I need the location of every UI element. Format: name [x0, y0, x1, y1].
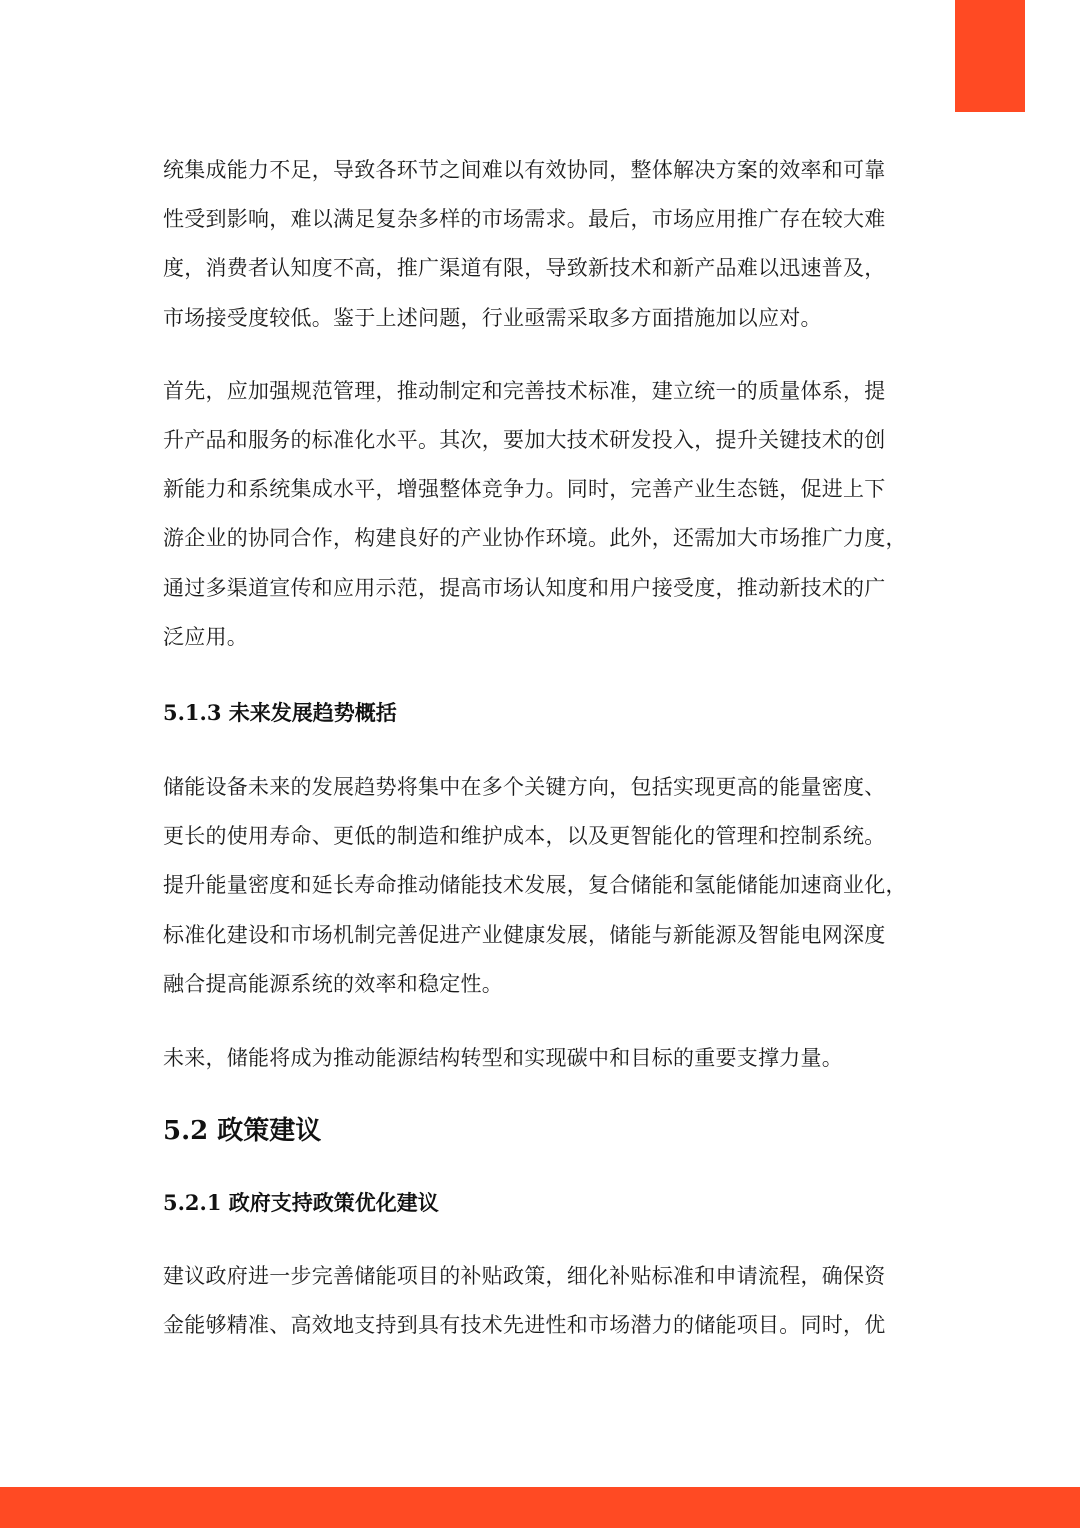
text-line: 金能够精准、高效地支持到具有技术先进性和市场潜力的储能项目。同时，优 — [163, 1313, 886, 1338]
section-heading-5-1-3: 5.1.3 未来发展趋势概括 — [163, 700, 397, 726]
text-line: 升产品和服务的标准化水平。其次，要加大技术研发投入，提升关键技术的创 — [163, 428, 886, 453]
text-line: 通过多渠道宣传和应用示范，提高市场认知度和用户接受度，推动新技术的广 — [163, 575, 886, 600]
text-line: 储能设备未来的发展趋势将集中在多个关键方向，包括实现更高的能量密度、 — [163, 775, 886, 800]
text-line: 性受到影响，难以满足复杂多样的市场需求。最后，市场应用推广存在较大难 — [163, 207, 886, 232]
section-heading-5-2: 5.2 政策建议 — [163, 1116, 322, 1147]
paragraph-future-trends — [163, 763, 915, 1009]
footer-accent-bar — [0, 1487, 1080, 1528]
paragraph-problems-summary — [163, 146, 915, 343]
text-line: 融合提高能源系统的效率和稳定性。 — [163, 971, 503, 996]
text-line: 泛应用。 — [163, 624, 248, 649]
text-line: 标准化建设和市场机制完善促进产业健康发展，储能与新能源及智能电网深度 — [163, 922, 886, 947]
text-line: 统集成能力不足，导致各环节之间难以有效协同，整体解决方案的效率和可靠 — [163, 158, 886, 182]
paragraph-future-summary — [163, 1034, 915, 1083]
section-heading-5-2-1: 5.2.1 政府支持政策优化建议 — [163, 1190, 439, 1216]
text-line: 提升能量密度和延长寿命推动储能技术发展，复合储能和氢能储能加速商业化， — [163, 873, 907, 898]
document-body — [163, 146, 915, 1351]
text-line: 建议政府进一步完善储能项目的补贴政策，细化补贴标准和申请流程，确保资 — [163, 1264, 886, 1289]
paragraph-measures — [163, 367, 915, 662]
text-line: 游企业的协同合作，构建良好的产业协作环境。此外，还需加大市场推广力度， — [163, 526, 907, 551]
text-line: 新能力和系统集成水平，增强整体竞争力。同时，完善产业生态链，促进上下 — [163, 477, 886, 502]
text-line: 市场接受度较低。鉴于上述问题，行业亟需采取多方面措施加以应对。 — [163, 305, 822, 330]
paragraph-policy-suggestions — [163, 1252, 915, 1350]
text-line: 度，消费者认知度不高，推广渠道有限，导致新技术和新产品难以迅速普及， — [163, 256, 886, 281]
corner-accent-tab — [955, 0, 1025, 112]
text-line: 更长的使用寿命、更低的制造和维护成本，以及更智能化的管理和控制系统。 — [163, 824, 886, 849]
text-line: 未来，储能将成为推动能源结构转型和实现碳中和目标的重要支撑力量。 — [163, 1046, 843, 1071]
text-line: 首先，应加强规范管理，推动制定和完善技术标准，建立统一的质量体系，提 — [163, 378, 886, 403]
